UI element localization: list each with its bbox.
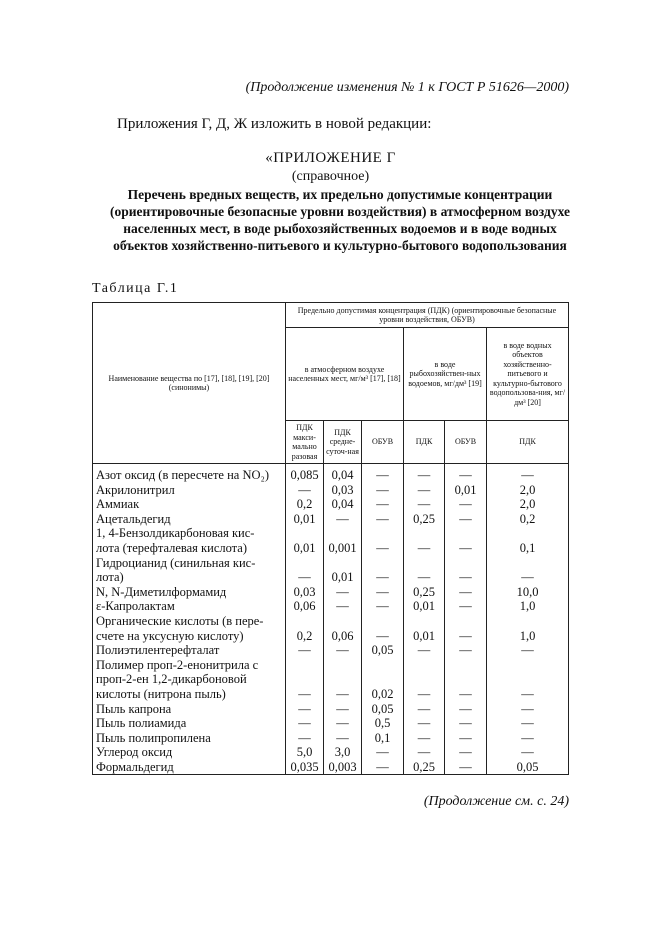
substance-name-cell: Пыль полипропилена	[93, 731, 286, 746]
substance-name-cell: кислоты (нитрона пыль)	[93, 687, 286, 702]
table-row	[93, 658, 569, 673]
value-cell: 1,0	[487, 629, 569, 644]
value-cell: 0,01	[286, 541, 324, 556]
value-cell: 0,03	[324, 483, 362, 498]
value-cell: —	[286, 687, 324, 702]
value-cell: 0,06	[324, 629, 362, 644]
substance-name-cell: проп-2-ен 1,2-дикарбоновой	[93, 672, 286, 687]
value-cell: 0,085	[286, 464, 324, 483]
value-cell: —	[362, 629, 404, 644]
substance-name-cell: Пыль полиамида	[93, 716, 286, 731]
value-cell: 0,05	[362, 702, 404, 717]
substance-name-cell: Органические кислоты (в пере-	[93, 614, 286, 629]
value-cell: 0,05	[487, 760, 569, 775]
value-cell	[487, 672, 569, 687]
value-cell	[286, 556, 324, 571]
value-cell: —	[362, 464, 404, 483]
value-cell: —	[445, 570, 487, 585]
value-cell: —	[362, 570, 404, 585]
value-cell: —	[445, 497, 487, 512]
table-row	[93, 541, 569, 556]
header-obuv-air: ОБУВ	[362, 421, 404, 464]
value-cell: —	[445, 541, 487, 556]
value-cell: 5,0	[286, 745, 324, 760]
table-row	[93, 672, 569, 687]
value-cell: —	[286, 483, 324, 498]
substance-name-cell: Гидроцианид (синильная кис-	[93, 556, 286, 571]
value-cell: —	[487, 464, 569, 483]
substance-name-cell: лота (терефталевая кислота)	[93, 541, 286, 556]
value-cell: —	[487, 702, 569, 717]
value-cell	[487, 526, 569, 541]
value-cell	[362, 614, 404, 629]
value-cell	[286, 658, 324, 673]
value-cell	[404, 556, 445, 571]
value-cell: —	[324, 716, 362, 731]
value-cell: 2,0	[487, 497, 569, 512]
value-cell: —	[445, 629, 487, 644]
value-cell: —	[286, 702, 324, 717]
value-cell: 0,01	[445, 483, 487, 498]
value-cell: —	[445, 687, 487, 702]
value-cell: —	[445, 702, 487, 717]
table-row	[93, 512, 569, 527]
value-cell	[487, 658, 569, 673]
value-cell: —	[286, 731, 324, 746]
substance-name-cell: Аммиак	[93, 497, 286, 512]
value-cell: —	[404, 702, 445, 717]
value-cell: —	[324, 702, 362, 717]
value-cell: 2,0	[487, 483, 569, 498]
appendix-heading: Перечень вредных веществ, их предельно допустимые концентрации (ориентировочные безопасные уровни воздействия) в атмосферном воздухе населенных мест, в воде рыбохозяйственных водоемов и в воде водных объектов хозяйственно-питьевого и культурно-бытового водопользования	[110, 187, 570, 253]
header-pdk-daily: ПДК средне-суточ-ная	[324, 421, 362, 464]
value-cell: 0,01	[324, 570, 362, 585]
value-cell: —	[404, 570, 445, 585]
value-cell: —	[445, 745, 487, 760]
table-row	[93, 497, 569, 512]
value-cell: —	[324, 512, 362, 527]
value-cell	[445, 658, 487, 673]
value-cell: —	[404, 745, 445, 760]
value-cell: 0,1	[362, 731, 404, 746]
value-cell: —	[362, 541, 404, 556]
table-row	[93, 599, 569, 614]
substance-name-cell: Пыль капрона	[93, 702, 286, 717]
table-row	[93, 629, 569, 644]
table-row	[93, 716, 569, 731]
value-cell: —	[445, 599, 487, 614]
table-row	[93, 643, 569, 658]
value-cell: —	[404, 464, 445, 483]
substance-name-cell: N, N-Диметилформамид	[93, 585, 286, 600]
table-row	[93, 702, 569, 717]
value-cell: 0,25	[404, 760, 445, 775]
value-cell: —	[404, 643, 445, 658]
substance-name-cell: Полимер проп-2-енонитрила с	[93, 658, 286, 673]
table-row	[93, 614, 569, 629]
header-fish-water: в воде рыбохозяйствен-ных водоемов, мг/дм³ [19]	[404, 328, 487, 421]
value-cell: 0,04	[324, 497, 362, 512]
header-obuv-fish: ОБУВ	[445, 421, 487, 464]
value-cell	[324, 526, 362, 541]
table-row	[93, 687, 569, 702]
value-cell	[324, 672, 362, 687]
value-cell	[286, 614, 324, 629]
value-cell: —	[362, 745, 404, 760]
value-cell: —	[286, 643, 324, 658]
value-cell: 0,04	[324, 464, 362, 483]
value-cell: 0,05	[362, 643, 404, 658]
value-cell: 0,003	[324, 760, 362, 775]
table-row	[93, 526, 569, 541]
appendix-title: «ПРИЛОЖЕНИЕ Г	[265, 150, 396, 166]
header-pdk-drink: ПДК	[487, 421, 569, 464]
value-cell: 0,01	[404, 629, 445, 644]
value-cell: —	[362, 497, 404, 512]
value-cell: —	[286, 716, 324, 731]
substance-name-cell: 1, 4-Бензолдикарбоновая кис-	[93, 526, 286, 541]
value-cell: 0,01	[286, 512, 324, 527]
value-cell: —	[445, 716, 487, 731]
value-cell: 0,5	[362, 716, 404, 731]
table-caption: Таблица Г.1	[92, 281, 179, 296]
table-row	[93, 585, 569, 600]
value-cell: 0,2	[286, 629, 324, 644]
table-row	[93, 760, 569, 775]
value-cell: —	[445, 585, 487, 600]
header-pdk-group: Предельно допустимая концентрация (ПДК) (ориентировочные безопасные уровни воздействия, ОБУВ)	[286, 303, 569, 328]
value-cell	[445, 556, 487, 571]
substance-name-cell: Азот оксид (в пересчете на NO₂)	[93, 464, 286, 483]
substance-name-cell: Формальдегид	[93, 760, 286, 775]
value-cell	[362, 556, 404, 571]
value-cell	[487, 556, 569, 571]
value-cell: —	[445, 512, 487, 527]
value-cell: —	[324, 643, 362, 658]
substance-name-cell: Полиэтилентерефталат	[93, 643, 286, 658]
value-cell: —	[404, 687, 445, 702]
value-cell: 3,0	[324, 745, 362, 760]
value-cell	[286, 672, 324, 687]
value-cell: —	[487, 687, 569, 702]
substance-name-cell: Акрилонитрил	[93, 483, 286, 498]
value-cell: 0,25	[404, 585, 445, 600]
value-cell: —	[487, 716, 569, 731]
value-cell	[404, 658, 445, 673]
value-cell: —	[362, 483, 404, 498]
value-cell: 1,0	[487, 599, 569, 614]
value-cell: —	[404, 716, 445, 731]
value-cell: —	[286, 570, 324, 585]
header-pdk-max: ПДК макси-мально разовая	[286, 421, 324, 464]
value-cell: 0,06	[286, 599, 324, 614]
value-cell	[404, 526, 445, 541]
substance-name-cell: счете на уксусную кислоту)	[93, 629, 286, 644]
value-cell	[362, 672, 404, 687]
value-cell	[445, 614, 487, 629]
value-cell: —	[324, 731, 362, 746]
value-cell: —	[487, 731, 569, 746]
value-cell	[324, 614, 362, 629]
value-cell: 0,03	[286, 585, 324, 600]
value-cell: 0,2	[487, 512, 569, 527]
value-cell	[324, 658, 362, 673]
substance-name-cell: Углерод оксид	[93, 745, 286, 760]
intro-text: Приложения Г, Д, Ж изложить в новой редакции:	[117, 116, 432, 132]
value-cell: —	[445, 643, 487, 658]
header-air: в атмосферном воздухе населенных мест, мг/м³ [17], [18]	[286, 328, 404, 421]
value-cell	[362, 658, 404, 673]
header-drinking-water: в воде водных объектов хозяйственно-питьевого и культурно-бытового водопользова-ния, мг/дм³ [20]	[487, 328, 569, 421]
substance-name-cell: Ацетальдегид	[93, 512, 286, 527]
table-row	[93, 745, 569, 760]
value-cell	[404, 614, 445, 629]
value-cell: —	[487, 570, 569, 585]
table-row	[93, 483, 569, 498]
value-cell: —	[404, 541, 445, 556]
header-pdk-fish: ПДК	[404, 421, 445, 464]
table-row	[93, 570, 569, 585]
continuation-footer: (Продолжение см. с. 24)	[423, 794, 569, 809]
value-cell	[445, 526, 487, 541]
value-cell	[286, 526, 324, 541]
substance-name-cell: лота)	[93, 570, 286, 585]
appendix-subtitle: (справочное)	[291, 169, 370, 184]
value-cell: —	[404, 731, 445, 746]
value-cell	[487, 614, 569, 629]
value-cell: 10,0	[487, 585, 569, 600]
value-cell: 0,02	[362, 687, 404, 702]
substances-table	[92, 302, 569, 775]
value-cell: 0,2	[286, 497, 324, 512]
value-cell: —	[362, 599, 404, 614]
substance-name-cell: ε-Капролактам	[93, 599, 286, 614]
value-cell: —	[487, 745, 569, 760]
value-cell: —	[445, 760, 487, 775]
value-cell: —	[324, 599, 362, 614]
value-cell: —	[324, 585, 362, 600]
value-cell: —	[362, 512, 404, 527]
table-row	[93, 731, 569, 746]
table-row	[93, 556, 569, 571]
value-cell: 0,25	[404, 512, 445, 527]
value-cell	[324, 556, 362, 571]
value-cell: 0,1	[487, 541, 569, 556]
table-row	[93, 464, 569, 483]
value-cell: —	[445, 731, 487, 746]
value-cell: —	[362, 585, 404, 600]
value-cell: —	[404, 497, 445, 512]
value-cell: —	[404, 483, 445, 498]
continuation-header: (Продолжение изменения № 1 к ГОСТ Р 51626—2000)	[245, 80, 569, 95]
value-cell: —	[487, 643, 569, 658]
value-cell: 0,035	[286, 760, 324, 775]
value-cell	[362, 526, 404, 541]
value-cell	[404, 672, 445, 687]
value-cell: 0,001	[324, 541, 362, 556]
value-cell: —	[445, 464, 487, 483]
value-cell: 0,01	[404, 599, 445, 614]
value-cell	[445, 672, 487, 687]
value-cell: —	[362, 760, 404, 775]
header-substance-name: Наименование вещества по [17], [18], [19], [20] (синонимы)	[93, 303, 286, 464]
value-cell: —	[324, 687, 362, 702]
